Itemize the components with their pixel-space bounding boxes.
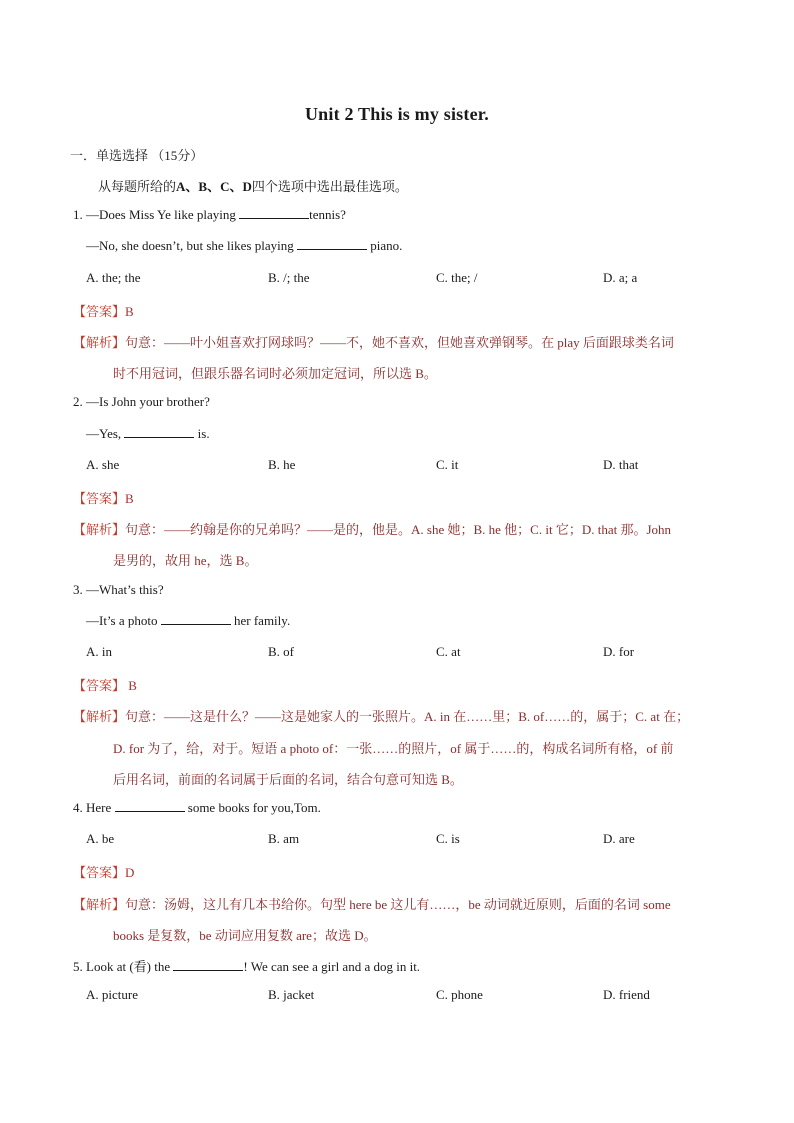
analysis-text: 句意：汤姆，这儿有几本书给你。句型 here be 这儿有……，be 动词就近原则，后面的名词 some [125, 897, 671, 912]
analysis-text-cont: 是男的，故用 he，选 B。 [113, 553, 258, 568]
option-a: A. be [86, 831, 115, 846]
analysis-text-cont: D. for 为了，给，对于。短语 a photo of：一张……的照片，of 属于……的，构成名词所有格，of 前 [113, 741, 674, 756]
answer-row [73, 675, 137, 694]
analysis-text: 句意：——这是什么？——这是她家人的一张照片。A. in 在……里；B. of……的，属于；C. at 在； [125, 709, 690, 724]
question-5-stem [73, 956, 420, 975]
option-a: A. in [86, 644, 112, 659]
answer-label: 【答案】 [73, 678, 126, 693]
question-4-stem [73, 800, 321, 816]
question-2-reply-tail: is. [194, 426, 210, 441]
answer-blank [297, 248, 367, 250]
analysis-label: 【解析】 [73, 522, 126, 537]
analysis-text-cont: 后用名词，前面的名词属于后面的名词，结合句意可知选 B。 [113, 772, 463, 787]
option-b: B. he [268, 457, 296, 472]
question-4-tail: some books for you,Tom. [184, 800, 321, 815]
answer-blank [124, 436, 194, 438]
question-5-text: 5. Look at (看) the [73, 959, 174, 974]
option-a: A. the; the [86, 270, 141, 285]
answer-value: D [125, 865, 135, 880]
analysis-label: 【解析】 [73, 897, 126, 912]
option-b: B. /; the [268, 270, 310, 285]
analysis-text-cont: 时不用冠词，但跟乐器名词时必须加定冠词，所以选 B。 [113, 366, 437, 381]
option-c: C. it [436, 457, 459, 472]
answer-row [73, 301, 134, 320]
option-c: C. phone [436, 987, 483, 1002]
instruction-prefix: 从每题所给的 [98, 179, 177, 194]
question-1-reply: —No, she doesn’t, but she likes playing [86, 238, 297, 253]
question-2-reply: —Yes, [86, 426, 125, 441]
question-1-stem-b [86, 238, 402, 254]
analysis-row [73, 706, 689, 725]
option-d: D. are [603, 831, 635, 846]
answer-row [73, 862, 134, 881]
question-3-reply: —It’s a photo [86, 613, 161, 628]
question-5-tail: ! We can see a girl and a dog in it. [243, 959, 421, 974]
analysis-row [73, 332, 674, 351]
option-b: B. am [268, 831, 300, 846]
question-1-text: 1. —Does Miss Ye like playing [73, 207, 240, 222]
analysis-label: 【解析】 [73, 335, 126, 350]
question-1-stem-a [73, 207, 346, 223]
option-c: C. is [436, 831, 460, 846]
analysis-row [73, 519, 671, 538]
answer-value: B [125, 678, 137, 693]
option-c: C. the; / [436, 270, 478, 285]
answer-blank [161, 623, 231, 625]
question-1-reply-tail: piano. [367, 238, 403, 253]
answer-blank [239, 217, 309, 219]
option-d: D. a; a [603, 270, 638, 285]
answer-value: B [125, 304, 134, 319]
option-d: D. that [603, 457, 639, 472]
answer-label: 【答案】 [73, 491, 126, 506]
analysis-text: 句意：——约翰是你的兄弟吗？——是的，他是。A. she 她；B. he 他；C. it 它；D. that 那。John [125, 522, 672, 537]
page-title: Unit 2 This is my sister. [304, 104, 490, 124]
section-heading: 一．单选选择 （15分） [70, 148, 204, 163]
option-b: B. jacket [268, 987, 315, 1002]
question-2-stem-b [86, 426, 210, 442]
question-4-text: 4. Here [73, 800, 115, 815]
instruction-letters: A、B、C、D [176, 179, 252, 194]
option-a: A. she [86, 457, 120, 472]
answer-label: 【答案】 [73, 865, 126, 880]
analysis-text-cont: books 是复数，be 动词应用复数 are；故选 D。 [113, 928, 377, 943]
option-d: D. for [603, 644, 635, 659]
option-c: C. at [436, 644, 461, 659]
answer-blank [173, 969, 243, 971]
option-b: B. of [268, 644, 294, 659]
answer-value: B [125, 491, 134, 506]
question-2-stem-a: 2. —Is John your brother? [73, 394, 210, 409]
analysis-text: 句意：——叶小姐喜欢打网球吗？——不，她不喜欢，但她喜欢弹钢琴。在 play 后面跟球类名词 [125, 335, 674, 350]
option-d: D. friend [603, 987, 650, 1002]
answer-row [73, 488, 134, 507]
analysis-label: 【解析】 [73, 709, 126, 724]
analysis-row [73, 894, 671, 913]
answer-label: 【答案】 [73, 304, 126, 319]
section-instruction [98, 176, 408, 195]
answer-blank [115, 810, 185, 812]
question-3-reply-tail: her family. [230, 613, 291, 628]
question-3-stem-a: 3. —What’s this? [73, 582, 164, 597]
question-3-stem-b [86, 613, 290, 629]
option-a: A. picture [86, 987, 138, 1002]
question-1-tail: tennis? [309, 207, 346, 222]
instruction-suffix: 四个选项中选出最佳选项。 [251, 179, 408, 194]
